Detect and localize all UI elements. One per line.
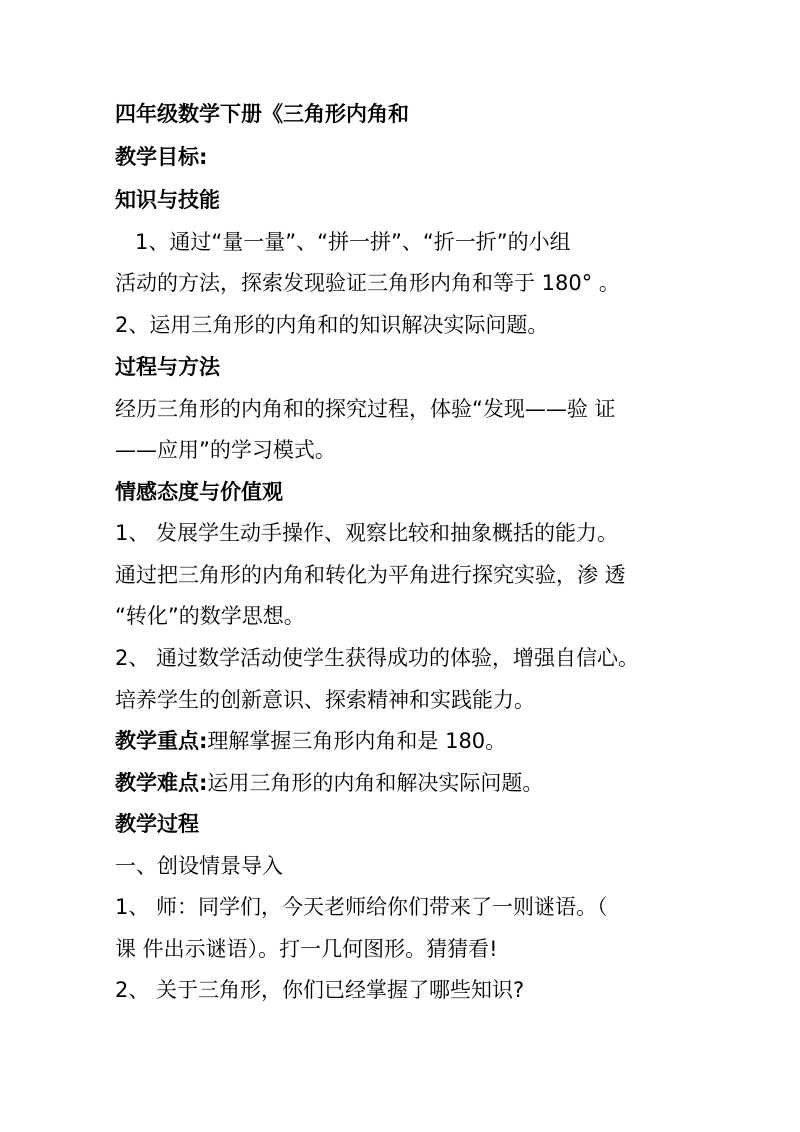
emotion-item-1-line-3: “转化”的数学思想。 — [115, 604, 305, 628]
procedure-heading: 教学过程 — [115, 812, 199, 836]
process-text-line-1: 经历三角形的内角和的探究过程，体验“发现——验 证 — [115, 397, 616, 421]
key-point-line — [115, 727, 695, 755]
difficulty-text: 运用三角形的内角和解决实际问题。 — [207, 771, 544, 795]
knowledge-item-2: 2、运用三角形的内角和的知识解决实际问题。 — [115, 313, 549, 337]
process-text-line-2: ——应用”的学习模式。 — [115, 438, 336, 462]
step-2: 2、 关于三角形，你们已经掌握了哪些知识? — [115, 978, 525, 1002]
emotion-item-2-line-1: 2、 通过数学活动使学生获得成功的体验，增强自信心。 — [115, 646, 640, 670]
emotion-item-2-line-2: 培养学生的创新意识、探索精神和实践能力。 — [115, 688, 535, 712]
emotion-item-1-line-2: 通过把三角形的内角和转化为平角进行探究实验，渗 透 — [115, 563, 626, 587]
step-1-line-2: 课 件出示谜语）。打一几何图形。猜猜看! — [115, 937, 498, 961]
document-title: 四年级数学下册《三角形内角和 — [115, 102, 409, 126]
process-heading: 过程与方法 — [115, 355, 220, 379]
step-1-line-1: 1、 师：同学们，今天老师给你们带来了一则谜语。（ — [115, 895, 608, 919]
difficulty-label: 教学难点: — [115, 771, 208, 795]
section-1-title: 一、创设情景导入 — [115, 854, 283, 878]
emotion-heading: 情感态度与价值观 — [115, 480, 283, 504]
knowledge-heading: 知识与技能 — [115, 188, 220, 212]
difficulty-line — [115, 769, 695, 797]
knowledge-item-1-line-2: 活动的方法，探索发现验证三角形内角和等于 180° 。 — [115, 271, 620, 295]
key-point-label: 教学重点: — [115, 729, 208, 753]
key-point-text: 理解掌握三角形内角和是 180。 — [207, 729, 507, 753]
knowledge-item-1-line-1: 1、通过“量一量”、“拼一拼”、“折一折”的小组 — [135, 230, 571, 254]
emotion-item-1-line-1: 1、 发展学生动手操作、观察比较和抽象概括的能力。 — [115, 521, 619, 545]
objectives-heading: 教学目标: — [115, 145, 208, 169]
